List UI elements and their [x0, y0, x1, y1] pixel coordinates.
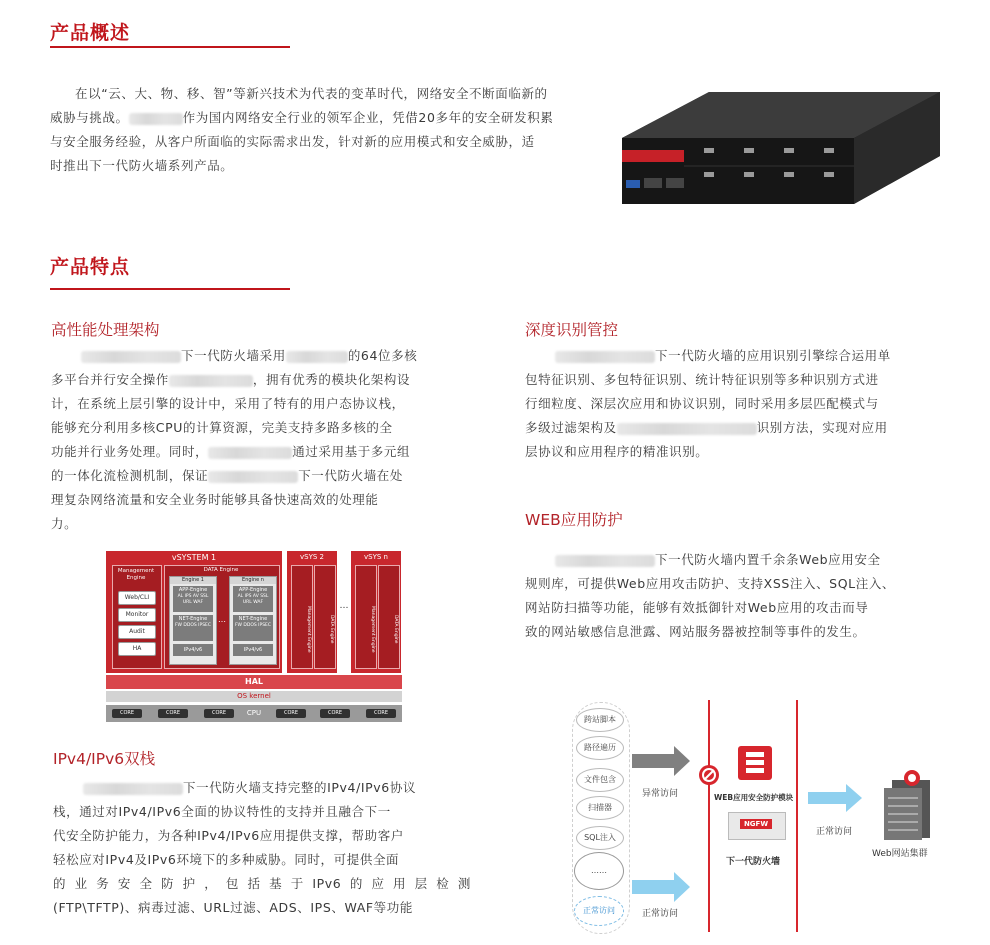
redacted-brand: [555, 351, 655, 363]
net-engine-label: NET-Engine: [238, 616, 268, 622]
overview-line3: 与安全服务经验，从客户所面临的实际需求出发，针对新的应用模式和安全威胁，适: [50, 134, 535, 149]
source-xss: 跨站脚本: [576, 708, 624, 732]
vsystem1-label: vSYSTEM 1: [171, 553, 217, 562]
mgmt-item: Audit: [118, 625, 156, 639]
features-rule: [50, 288, 290, 290]
dpi-line5: 层协议和应用程序的精准识别。: [525, 444, 709, 459]
pass-arrow: [808, 784, 862, 812]
dpi-title: 深度识别管控: [525, 321, 619, 339]
cpu-core: CORE: [158, 709, 188, 718]
ipv6-line6: (FTP\TFTP)、病毒过滤、URL过滤、ADS、IPS、WAF等功能: [53, 900, 413, 915]
vsysn-label: vSYS n: [364, 553, 388, 561]
app-engine-label: APP-Engine: [178, 587, 208, 593]
redacted-brand: [555, 555, 655, 567]
vsys-ellipsis: …: [339, 601, 349, 611]
cpu-core: CORE: [204, 709, 234, 718]
ipv6-paragraph: [53, 776, 471, 920]
ipv6-line5: 的业务安全防护，包括基于IPv6的应用层检测: [53, 876, 471, 891]
ipv6-line1: [53, 776, 471, 800]
perf-line2-a: 多平台并行安全操作: [51, 372, 169, 387]
redacted-term: [169, 375, 253, 387]
overview-line2-a: 威胁与挑战。: [50, 110, 129, 125]
engine-1: [169, 576, 217, 665]
ngfw-label: 下一代防火墙: [726, 857, 781, 867]
dpi-paragraph: [525, 344, 943, 464]
dpi-line1-b: 下一代防火墙的应用识别引擎综合运用单: [655, 348, 891, 363]
engine-n-label: Engine n: [230, 577, 276, 584]
redacted-term: [286, 351, 348, 363]
normal-arrow: [632, 872, 692, 902]
web-line1-b: 下一代防火墙内置千余条Web应用安全: [655, 552, 881, 567]
web-title: WEB应用防护: [525, 511, 623, 529]
dpi-line3: 行细粒度、深层次应用和协议识别，同时采用多层匹配模式与: [525, 396, 879, 411]
cpu-core: CORE: [112, 709, 142, 718]
net-engine-label: NET-Engine: [178, 616, 208, 622]
waf-module-label: WEB应用安全防护模块: [714, 793, 794, 802]
net-engine-items: FW DDOS IPSEC: [234, 623, 272, 628]
web-line1: [525, 548, 943, 572]
normal-label-2: 正常访问: [816, 827, 853, 837]
redacted-brand: [83, 783, 183, 795]
perf-line1: [51, 344, 469, 368]
overview-line4: 时推出下一代防火墙系列产品。: [50, 158, 234, 173]
firewall-device-image: [614, 86, 944, 212]
web-line3: 网站防扫描等功能，能够有效抵御针对Web应用的攻击而导: [525, 600, 869, 615]
perf-line2-b: ，拥有优秀的模块化架构设: [252, 372, 411, 387]
app-engine-items: AL IPS AV SSL URL WAF: [237, 594, 269, 605]
cluster-label: Web网站集群: [872, 849, 928, 859]
redacted-brand: [129, 113, 183, 125]
perf-line3: 计，在系统上层引擎的设计中，采用了特有的用户态协议栈，: [51, 396, 405, 411]
perf-paragraph: [51, 344, 469, 536]
perf-line4: 能够充分利用多核CPU的计算资源，完美支持多路多核的全: [51, 420, 393, 435]
perf-line5-a: 功能并行业务处理。同时，: [51, 444, 209, 459]
overview-line2: [50, 106, 578, 130]
perf-line1-b: 下一代防火墙采用: [181, 348, 286, 363]
web-line4: 致的网站敏感信息泄露、网站服务器被控制等事件的发生。: [525, 624, 866, 639]
mgmt-item: Web/CLI: [118, 591, 156, 605]
normal-label: 正常访问: [642, 909, 679, 919]
features-heading: 产品特点: [50, 256, 131, 278]
web-line2: 规则库，可提供Web应用攻击防护、支持XSS注入、SQL注入、: [525, 576, 896, 591]
redacted-term: [617, 423, 757, 435]
waf-flow-diagram: [560, 696, 960, 936]
vsys2-label: vSYS 2: [300, 553, 324, 561]
app-engine-items: AL IPS AV SSL URL WAF: [177, 594, 209, 605]
engine-1-label: Engine 1: [170, 577, 216, 584]
source-file-include: 文件包含: [576, 768, 624, 792]
source-scanner: 扫描器: [576, 796, 624, 820]
perf-line7: 理复杂网络流量和安全业务时能够具备快速高效的处理能: [51, 492, 379, 507]
perf-line1-c: 的64位多核: [347, 348, 418, 363]
ipv-box: IPv4/v6: [233, 644, 273, 656]
os-kernel-label: OS kernel: [237, 692, 271, 700]
cpu-core: CORE: [366, 709, 396, 718]
abnormal-label: 异常访问: [642, 789, 679, 799]
vsys2-mgmt-label: Management Engine: [306, 605, 311, 653]
perf-line6-b: 下一代防火墙在处: [298, 468, 404, 483]
hal-label: HAL: [245, 677, 263, 686]
redacted-brand: [208, 447, 292, 459]
dpi-line4-a: 多级过滤架构及: [525, 420, 617, 435]
source-more: ……: [574, 852, 624, 890]
vsysn-mgmt-label: Management Engine: [370, 605, 375, 653]
waf-module-icon: [736, 744, 774, 782]
overview-rule: [50, 46, 290, 48]
boundary-line-right: [796, 700, 798, 932]
ipv6-line4: 轻松应对IPv4及IPv6环境下的多种威胁。同时，可提供全面: [53, 852, 400, 867]
dpi-line4-b: 识别方法，实现对应用: [756, 420, 888, 435]
architecture-diagram: [106, 551, 402, 723]
dpi-line4: [525, 416, 943, 440]
overview-line1: 在以“云、大、物、移、智”等新兴技术为代表的变革时代，网络安全不断面临新的: [75, 86, 548, 101]
ipv6-title: IPv4/IPv6双栈: [53, 750, 156, 768]
ngfw-badge: NGFW: [740, 819, 772, 829]
vsys2-data-label: DATA Engine: [329, 614, 334, 644]
redacted-brand: [81, 351, 181, 363]
perf-title: 高性能处理架构: [51, 321, 160, 339]
dpi-line1: [525, 344, 943, 368]
perf-line5-b: 通过采用基于多元组: [292, 444, 411, 459]
mgmt-item: HA: [118, 642, 156, 656]
block-icon: [698, 764, 720, 786]
vsysn-data-label: DATA Engine: [393, 614, 398, 644]
server-cluster-icon: [878, 768, 940, 844]
dpi-line2: 包特征识别、多包特征识别、统计特征识别等多种识别方式进: [525, 372, 879, 387]
boundary-line-left: [708, 700, 710, 932]
ipv6-line2: 栈，通过对IPv4/IPv6全面的协议特性的支持并且融合下一: [53, 804, 391, 819]
source-path-traversal: 路径遍历: [576, 736, 624, 760]
redacted-brand: [208, 471, 298, 483]
cpu-label: CPU: [246, 709, 262, 717]
data-engine-label: DATA Engine: [203, 567, 239, 573]
abnormal-arrow: [632, 746, 692, 776]
perf-line2: [51, 368, 469, 392]
mgmt-item: Monitor: [118, 608, 156, 622]
cpu-core: CORE: [276, 709, 306, 718]
engine-n: [229, 576, 277, 665]
app-engine: [173, 586, 213, 612]
overview-paragraph: [50, 82, 578, 178]
net-engine-items: FW DDOS IPSEC: [174, 623, 212, 628]
ipv6-line3: 代安全防护能力，为各种IPv4/IPv6应用提供支撑，帮助客户: [53, 828, 404, 843]
perf-line8: 力。: [51, 516, 78, 531]
management-engine-label: Management Engine: [117, 568, 155, 581]
engine-ellipsis: …: [218, 615, 226, 624]
net-engine: [173, 615, 213, 641]
app-engine-label: APP-Engine: [238, 587, 268, 593]
web-paragraph: [525, 548, 943, 644]
perf-line6: [51, 464, 469, 488]
perf-line6-a: 的一体化流检测机制，保证: [51, 468, 209, 483]
overview-heading: 产品概述: [50, 22, 131, 44]
perf-line5: [51, 440, 469, 464]
ipv6-line1-b: 下一代防火墙支持完整的IPv4/IPv6协议: [183, 780, 417, 795]
ipv-box: IPv4/v6: [173, 644, 213, 656]
cpu-core: CORE: [320, 709, 350, 718]
net-engine: [233, 615, 273, 641]
overview-line2-b: 作为国内网络安全行业的领军企业，凭借20多年的安全研发积累: [182, 110, 554, 125]
source-sql-injection: SQL注入: [576, 826, 624, 850]
source-normal: 正常访问: [574, 896, 624, 926]
app-engine: [233, 586, 273, 612]
